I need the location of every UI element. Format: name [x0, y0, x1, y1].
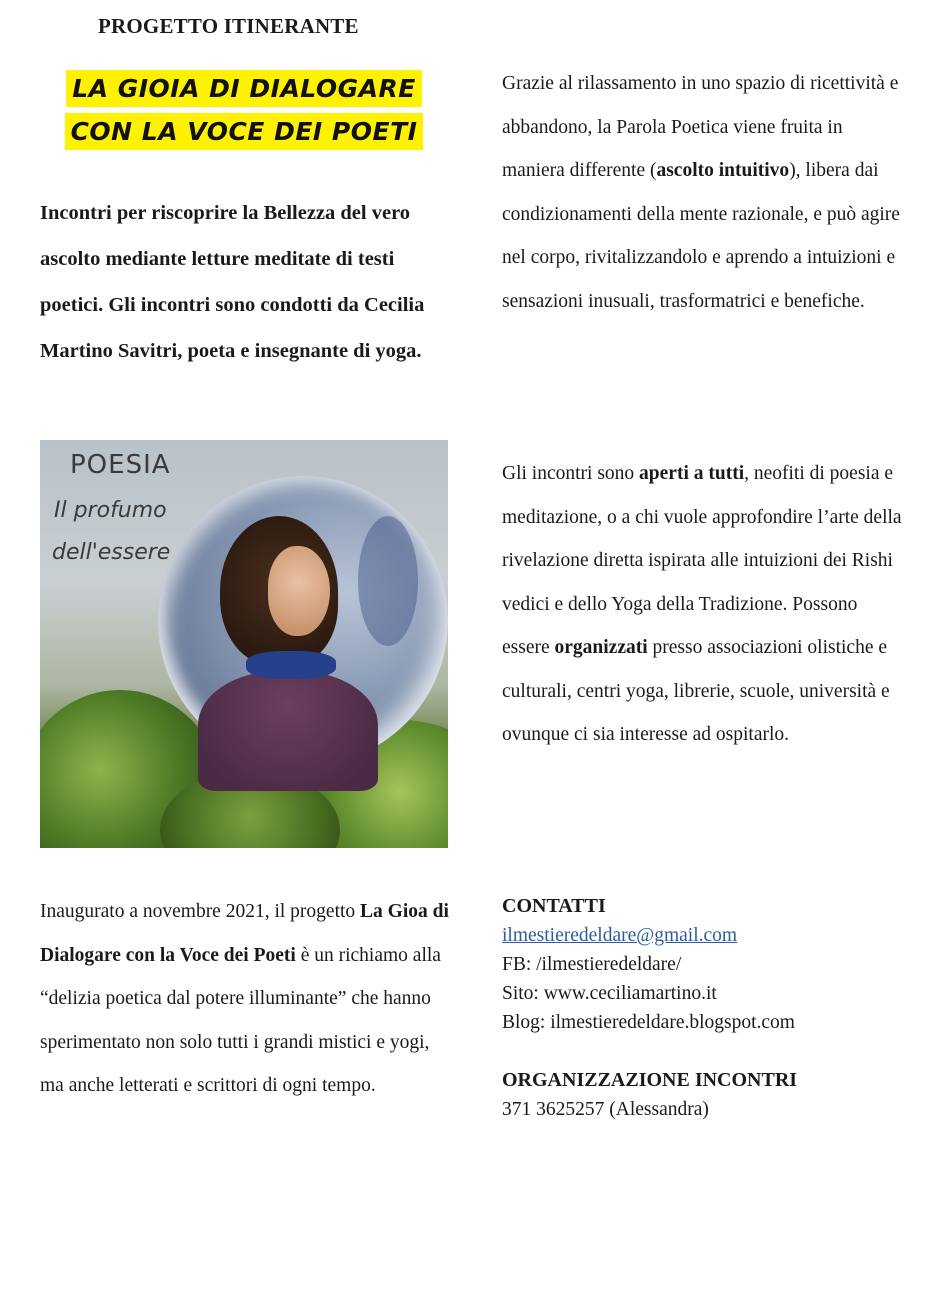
kicker-heading: PROGETTO ITINERANTE — [98, 14, 359, 38]
contacts-heading: CONTATTI — [502, 895, 606, 917]
photo-caption-poesia: POESIA — [70, 450, 171, 480]
glass-bubble — [158, 476, 448, 766]
email-link[interactable]: ilmestieredeldare@gmail.com — [502, 925, 738, 946]
title-line-2: CON LA VOCE DEI POETI — [65, 113, 424, 150]
photo-caption-profumo: Il profumo — [54, 498, 167, 523]
facebook-line: FB: /ilmestieredeldare/ — [502, 954, 682, 975]
wall-shadow — [358, 516, 418, 646]
title-block — [58, 70, 430, 156]
portrait-scarf — [246, 651, 336, 679]
portrait-body — [198, 671, 378, 791]
contacts-section — [502, 892, 912, 1037]
website-line: Sito: www.ceciliamartino.it — [502, 983, 717, 1004]
relaxation-paragraph: Grazie al rilassamento in uno spazio di ricettività e abbandono, la Parola Poetica viene fruita in maniera differente (ascolto intuitivo), libera dai condizionamenti della mente razionale, e può agire nel corpo, rivitalizzandolo e aprendo a intuizioni e sensazioni inusuali, trasformatrici e benefiche. — [502, 73, 900, 312]
poster-photo — [40, 440, 448, 848]
organization-heading: ORGANIZZAZIONE INCONTRI — [502, 1069, 798, 1091]
portrait-face — [268, 546, 330, 636]
title-line-1: LA GIOIA DI DIALOGARE — [66, 70, 422, 107]
project-description: Inaugurato a novembre 2021, il progetto La Gioa di Dialogare con la Voce dei Poeti è un richiamo alla “delizia poetica dal potere illuminante” che hanno sperimentato non solo tutti i grandi mistici e yogi, ma anche letterati e scrittori di ogni tempo. — [40, 901, 449, 1096]
organization-section — [502, 1066, 912, 1124]
blog-line: Blog: ilmestieredeldare.blogspot.com — [502, 1012, 795, 1033]
audience-paragraph: Gli incontri sono aperti a tutti, neofiti di poesia e meditazione, o a chi vuole approfondire l’arte della rivelazione diretta ispirata alle intuizioni dei Rishi vedici e dello Yoga della Tradizione. Possono essere organizzati presso associazioni olistiche e culturali, centri yoga, librerie, scuole, università e ovunque ci sia interesse ad ospitarlo. — [502, 463, 902, 745]
intro-paragraph: Incontri per riscoprire la Bellezza del vero ascolto mediante letture meditate di testi poetici. Gli incontri sono condotti da Cecilia Martino Savitri, poeta e insegnante di yoga. — [40, 202, 425, 362]
photo-caption-essere: dell'essere — [52, 540, 171, 565]
phone-line: 371 3625257 (Alessandra) — [502, 1099, 709, 1120]
